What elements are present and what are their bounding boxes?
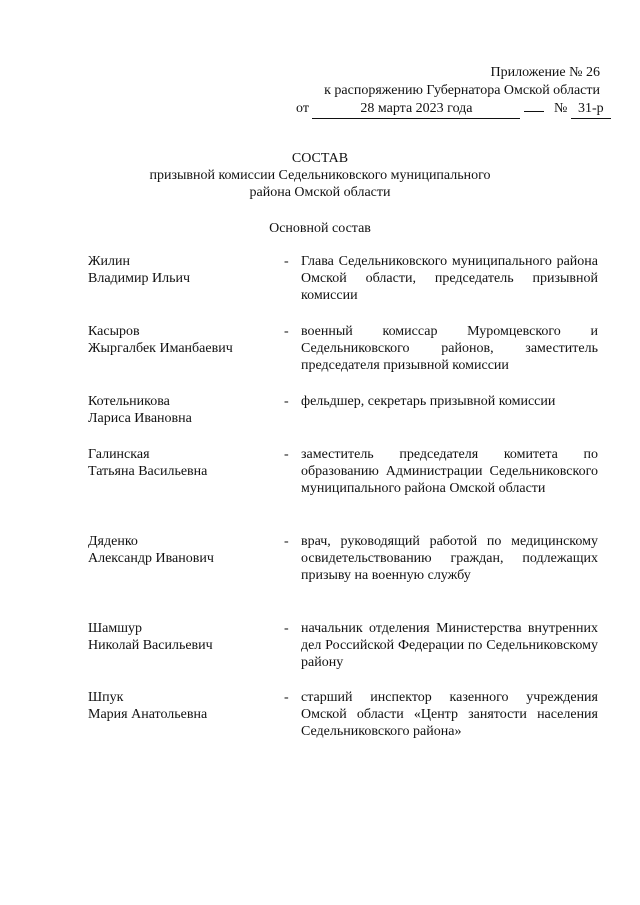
member-surname: Котельникова — [88, 394, 170, 409]
member-given-names: Лариса Ивановна — [88, 411, 192, 426]
member-given-names: Мария Анатольевна — [88, 707, 208, 722]
member-surname: Галинская — [88, 447, 150, 462]
member-dash: - — [284, 324, 289, 339]
member-role: врач, руководящий работой по медицинскому освидетельствованию граждан, подлежащих призыву на военную службу — [301, 534, 598, 583]
document-title — [0, 150, 640, 201]
member-name — [88, 446, 278, 480]
member-name — [88, 323, 278, 357]
member-role: военный комиссар Муромцевского и Седельниковского районов, заместитель председателя призывной комиссии — [301, 324, 598, 373]
member-given-names: Жыргалбек Иманбаевич — [88, 341, 233, 356]
member-role: фельдшер, секретарь призывной комиссии — [301, 394, 556, 409]
member-name — [88, 620, 278, 654]
title-heading: СОСТАВ — [291, 151, 349, 166]
member-dash: - — [284, 621, 289, 636]
member-name — [88, 393, 278, 427]
member-role: Глава Седельниковского муниципального района Омской области, председатель призывной комиссии — [301, 254, 598, 303]
member-surname: Жилин — [88, 254, 131, 269]
order-date: 28 марта 2023 года — [312, 100, 520, 119]
order-date-line — [296, 100, 611, 119]
member-dash: - — [284, 534, 289, 549]
order-date-underline-gap — [524, 111, 544, 112]
member-dash: - — [284, 447, 289, 462]
member-given-names: Александр Иванович — [88, 551, 214, 566]
title-subheading-1: призывной комиссии Седельниковского муниципального — [149, 168, 491, 183]
appendix-order-reference: к распоряжению Губернатора Омской области — [324, 83, 600, 98]
appendix-header — [260, 64, 600, 100]
member-surname: Дяденко — [88, 534, 138, 549]
member-given-names: Николай Васильевич — [88, 638, 213, 653]
order-number-sign: № — [553, 101, 568, 116]
member-surname: Шпук — [88, 690, 124, 705]
member-dash: - — [284, 394, 289, 409]
member-surname: Шамшур — [88, 621, 142, 636]
member-role: начальник отделения Министерства внутренних дел Российской Федерации по Седельниковскому району — [301, 621, 598, 670]
order-from-label: от — [296, 101, 309, 116]
section-title: Основной состав — [269, 221, 371, 236]
member-surname: Касыров — [88, 324, 140, 339]
member-name — [88, 689, 278, 723]
member-given-names: Владимир Ильич — [88, 271, 191, 286]
member-name — [88, 253, 278, 287]
member-given-names: Татьяна Васильевна — [88, 464, 208, 479]
member-dash: - — [284, 690, 289, 705]
title-subheading-2: района Омской области — [249, 185, 391, 200]
member-role: старший инспектор казенного учреждения Омской области «Центр занятости населения Седельниковского района» — [301, 690, 598, 739]
member-dash: - — [284, 254, 289, 269]
appendix-number: Приложение № 26 — [490, 65, 600, 80]
member-role: заместитель председателя комитета по образованию Администрации Седельниковского муниципального района Омской области — [301, 447, 598, 496]
order-number: 31-р — [571, 100, 611, 119]
member-name — [88, 533, 278, 567]
